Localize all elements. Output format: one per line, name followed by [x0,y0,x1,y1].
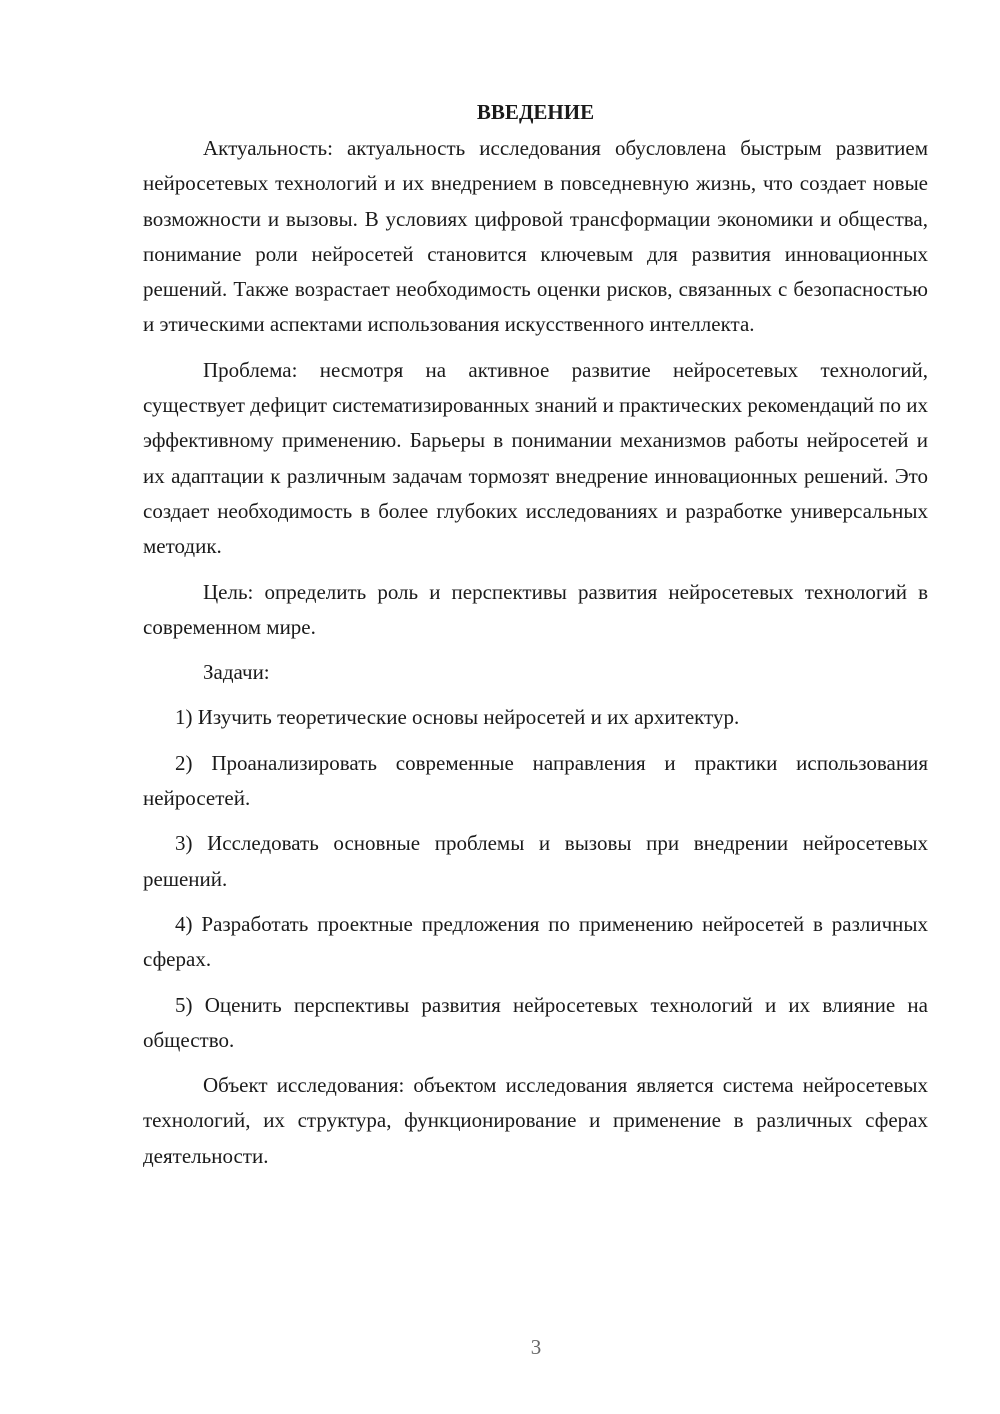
section-heading: ВВЕДЕНИЕ [476,100,595,124]
task-item-3: 3) Исследовать основные проблемы и вызовы при внедрении нейросетевых решений. [143,831,928,891]
task-item-4: 4) Разработать проектные предложения по применению нейросетей в различных сферах. [143,911,928,972]
problem-paragraph: Проблема: несмотря на активное развитие нейросетевых технологий, существует дефицит систематизированных знаний и практических рекомендаций по их эффективному применению. Барьеры в понимании механизмов работы нейросетей и их адаптации к различным задачам тормозят внедрение инновационных решений. Это создает необходимость в более глубоких исследованиях и разработке универсальных методик. [143,357,929,559]
relevance-paragraph: Актуальность: актуальность исследования обусловлена быстрым развитием нейросетевых технологий и их внедрением в повседневную жизнь, что создает новые возможности и вызовы. В условиях цифровой трансформации экономики и общества, понимание роли нейросетей становится ключевым для развития инновационных решений. Также возрастает необходимость оценки рисков, связанных с безопасностью и этическими аспектами использования искусственного интеллекта. [143,136,928,337]
task-item-5: 5) Оценить перспективы развития нейросетевых технологий и их влияние на общество. [143,992,928,1052]
goal-paragraph: Цель: определить роль и перспективы развития нейросетевых технологий в современном мире. [143,579,928,639]
task-item-1: 1) Изучить теоретические основы нейросетей и их архитектур. [175,705,740,730]
page-number: 3 [530,1335,542,1359]
object-paragraph: Объект исследования: объектом исследования является система нейросетевых технологий, их структура, функционирование и применение в различных сферах деятельности. [143,1073,928,1168]
task-item-2: 2) Проанализировать современные направления и практики использования нейросетей. [143,750,928,811]
page-content [143,97,928,1184]
tasks-label: Задачи: [203,660,270,685]
